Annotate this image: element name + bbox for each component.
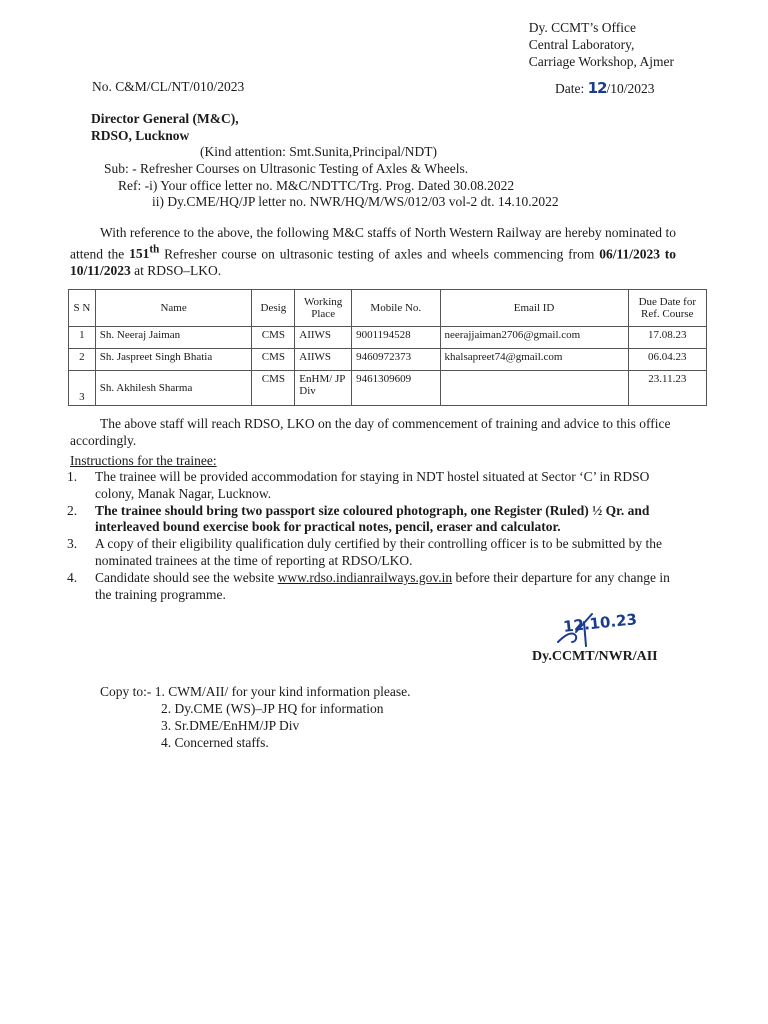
body-paragraph [70, 225, 676, 279]
copy-to-item: 4. Concerned staffs. [161, 735, 269, 750]
cell-email [440, 371, 628, 406]
body-part-1: With reference to the above, the following M&C staffs of North Western Railway are hereby nominated to attend the [70, 225, 676, 261]
copy-to-section [100, 683, 410, 751]
header-email: Email ID [440, 290, 628, 327]
after-table-paragraph [70, 415, 676, 449]
cell-due: 23.11.23 [628, 371, 706, 406]
subject-line: Sub: - Refresher Courses on Ultrasonic Testing of Axles & Wheels. [104, 161, 469, 176]
header-sn: S N [69, 290, 96, 327]
cell-sn: 1 [69, 327, 96, 349]
cell-mobile: 9461309609 [352, 371, 440, 406]
copy-to-first-line [100, 683, 410, 700]
copy-to-item: 1. CWM/AII/ for your kind information please. [154, 684, 411, 699]
item-number: 4. [67, 569, 78, 585]
handwritten-day: 12 [587, 79, 607, 97]
cell-name: Sh. Akhilesh Sharma [95, 371, 252, 406]
addressee-line-1: Director General (M&C), [91, 111, 239, 126]
cell-name: Sh. Jaspreet Singh Bhatia [95, 349, 252, 371]
cell-due: 17.08.23 [628, 327, 706, 349]
table-row [69, 327, 707, 349]
letter-number: No. C&M/CL/NT/010/2023 [92, 79, 245, 94]
cell-due: 06.04.23 [628, 349, 706, 371]
staff-table [68, 289, 707, 406]
signature-date: 12.10.23 [562, 610, 638, 636]
office-line-1: Dy. CCMT’s Office [528, 20, 636, 35]
cell-place: EnHM/ JP Div [295, 371, 352, 406]
header-desig: Desig [252, 290, 295, 327]
header-due-date: Due Date for Ref. Course [628, 290, 706, 327]
office-line-3: Carriage Workshop, Ajmer [528, 54, 674, 69]
list-item [59, 469, 681, 503]
date-label: Date: [555, 81, 585, 96]
cell-mobile: 9460972373 [352, 349, 440, 371]
cell-place: AIIWS [295, 327, 352, 349]
cell-name: Sh. Neeraj Jaiman [95, 327, 252, 349]
reference-2: ii) Dy.CME/HQ/JP letter no. NWR/HQ/M/WS/012/03 vol-2 dt. 14.10.2022 [152, 194, 559, 209]
copy-to-item: 2. Dy.CME (WS)–JP HQ for information [161, 701, 384, 716]
after-table-text: The above staff will reach RDSO, LKO on the day of commencement of training and advice to this office accordingly. [70, 416, 671, 448]
office-address [529, 19, 674, 70]
office-line-2: Central Laboratory, [528, 37, 635, 52]
item-number: 1. [67, 469, 78, 484]
item-number: 3. [67, 536, 78, 552]
item-text-after: before their departure for any change in the training programme. [95, 569, 670, 602]
table-row [69, 371, 707, 406]
item-text: The trainee will be provided accommodation for staying in NDT hostel situated at Sector ‘C’ in RDSO colony, Manak Nagar, Lucknow. [95, 469, 650, 501]
list-item [59, 503, 681, 537]
cell-email: neerajjaiman2706@gmail.com [440, 327, 628, 349]
item-number: 2. [67, 502, 78, 518]
item-text-before: Candidate should see the website [95, 569, 278, 585]
body-part-3: at RDSO–LKO. [130, 262, 222, 278]
course-suffix: th [149, 243, 160, 256]
table-header-row [69, 290, 707, 327]
header-working-place: Working Place [295, 290, 352, 327]
signatory: Dy.CCMT/NWR/AII [532, 649, 658, 664]
cell-mobile: 9001194528 [352, 327, 440, 349]
list-item [59, 536, 681, 570]
copy-to-item: 3. Sr.DME/EnHM/JP Div [161, 718, 300, 733]
item-text: A copy of their eligibility qualification duly certified by their controlling officer is to be submitted by the nominated trainees at the time of reporting at RDSO/LKO. [95, 536, 662, 568]
instructions-title: Instructions for the trainee: [70, 453, 217, 468]
header-name: Name [95, 290, 252, 327]
cell-sn: 2 [69, 349, 96, 371]
attention-line: (Kind attention: Smt.Sunita,Principal/NDT) [200, 144, 437, 159]
website-link[interactable]: www.rdso.indianrailways.gov.in [277, 569, 453, 585]
copy-to-label: Copy to:- [100, 684, 152, 699]
addressee [91, 110, 239, 144]
addressee-line-2: RDSO, Lucknow [91, 128, 190, 143]
table-row [69, 349, 707, 371]
cell-sn: 3 [69, 371, 96, 406]
body-part-2: Refresher course on ultrasonic testing of axles and wheels commencing from [159, 246, 600, 261]
cell-desig: CMS [252, 327, 295, 349]
cell-email: khalsapreet74@gmail.com [440, 349, 628, 371]
cell-place: AIIWS [295, 349, 352, 371]
course-number: 151 [129, 246, 150, 261]
list-item [59, 570, 681, 604]
date-rest: /10/2023 [606, 81, 655, 96]
course-dates: 06/11/2023 to 10/11/2023 [70, 246, 676, 278]
reference-1: Ref: -i) Your office letter no. M&C/NDTTC/Trg. Prog. Dated 30.08.2022 [118, 178, 515, 193]
cell-desig: CMS [252, 349, 295, 371]
letter-date [555, 79, 655, 97]
instructions-list [59, 469, 681, 603]
item-text: The trainee should bring two passport size coloured photograph, one Register (Ruled) ½ Qr. and interleaved bound exercise book for practical notes, pencil, eraser and calculator. [95, 502, 650, 535]
header-mobile: Mobile No. [352, 290, 440, 327]
cell-desig: CMS [252, 371, 295, 406]
